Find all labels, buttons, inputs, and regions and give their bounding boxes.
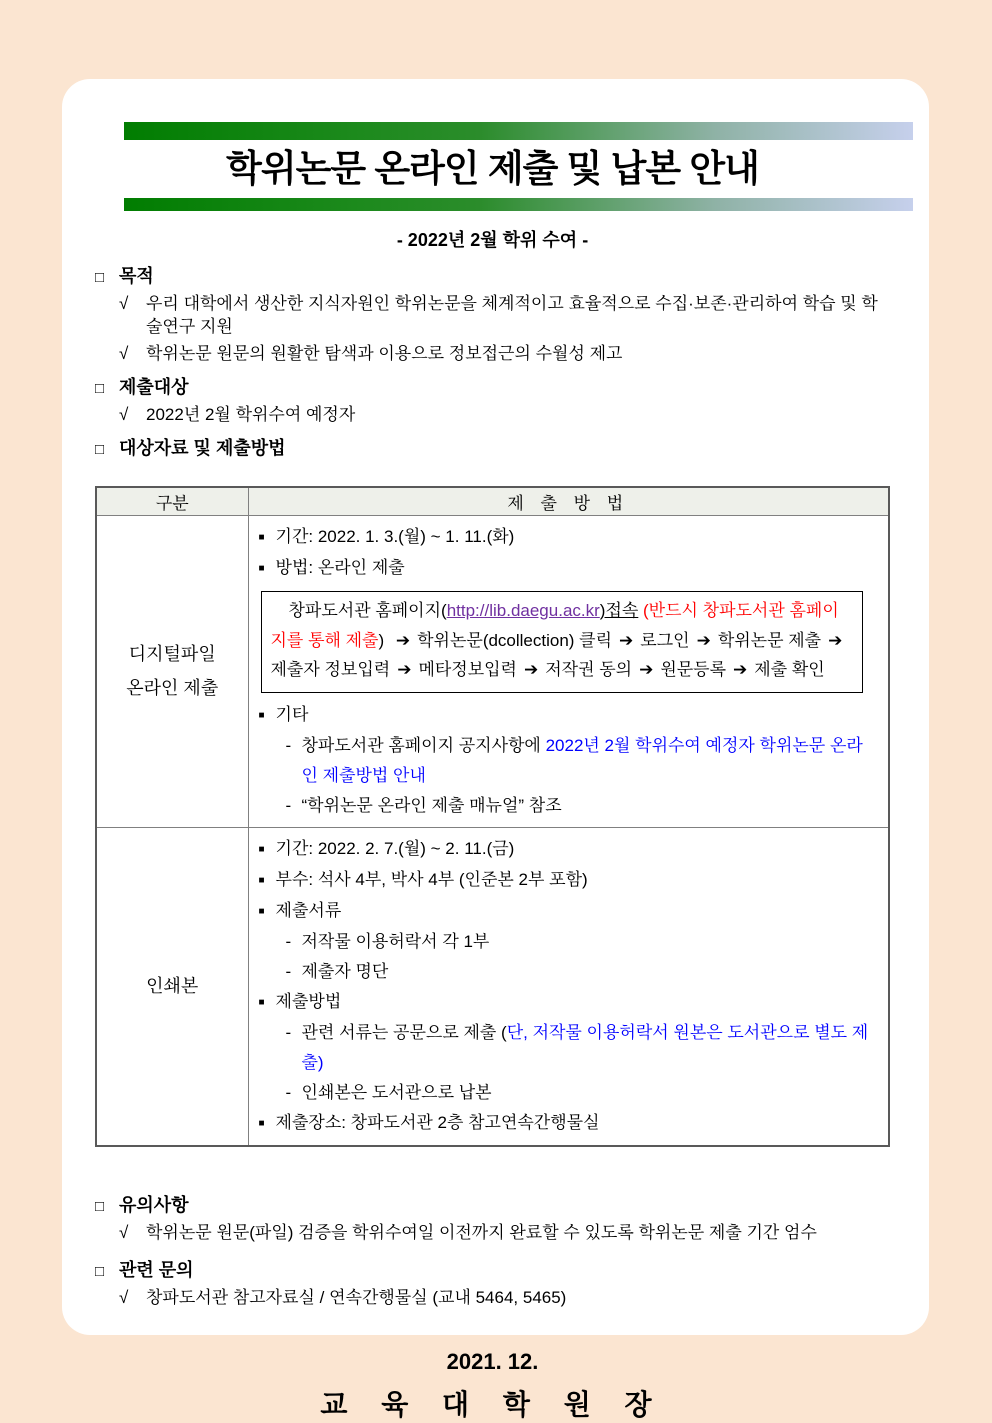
method-cell-digital — [248, 516, 889, 828]
purpose-item-2-text: 학위논문 원문의 원활한 탐색과 이용으로 정보접근의 수월성 제고 — [146, 344, 623, 363]
square-list-icon: ■ — [258, 843, 265, 855]
library-url-link[interactable]: http://lib.daegu.ac.kr — [446, 601, 600, 620]
square-bullet-icon: □ — [95, 269, 105, 286]
footer-signer: 교 육 대 학 원 장 — [320, 1388, 665, 1420]
flow-step-2: 로그인 — [640, 630, 690, 650]
print-place-item — [259, 1108, 877, 1139]
square-list-icon: ■ — [258, 874, 265, 886]
column-header-method: 제 출 방 법 — [248, 487, 889, 516]
print-period-text: 기간: 2022. 2. 7.(월) ~ 2. 11.(금) — [275, 838, 515, 858]
dash-icon: - — [285, 931, 292, 951]
digital-etc-sub-2 — [286, 791, 877, 821]
etc1-black-text: 창파도서관 홈페이지 공지사항에 — [301, 735, 546, 755]
submission-method-table — [95, 486, 890, 1147]
square-bullet-icon: □ — [95, 380, 105, 397]
print-doc-1 — [286, 927, 877, 957]
notice-item-1-text: 학위논문 원문(파일) 검증을 학위수여일 이전까지 완료할 수 있도록 학위논문 제출 기간 엄수 — [146, 1222, 817, 1242]
method-heading-label: 대상자료 및 제출방법 — [119, 438, 286, 458]
print-copies-item — [259, 865, 877, 896]
category-cell-digital — [96, 516, 248, 828]
arrow-icon: ➔ — [733, 660, 748, 679]
purpose-item-1 — [119, 292, 890, 338]
method-cell-print — [248, 827, 889, 1146]
arrow-icon: ➔ — [696, 630, 711, 650]
print-submit-sub-2 — [286, 1078, 877, 1108]
print-doc-1-text: 저작물 이용허락서 각 1부 — [301, 931, 490, 951]
category-digital-line1: 디지털파일 — [128, 644, 216, 665]
flow-url-suffix: )접속 — [599, 601, 639, 620]
flow-prefix: 창파도서관 홈페이지( — [288, 601, 447, 620]
dash-icon: - — [285, 795, 292, 815]
flow-step-4: 제출자 정보입력 — [270, 660, 391, 679]
digital-period-item — [259, 522, 877, 553]
contact-item-1 — [119, 1286, 890, 1309]
flow-step-6: 저작권 동의 — [545, 660, 633, 679]
square-bullet-icon: □ — [95, 1262, 105, 1280]
digital-etc-label: 기타 — [275, 704, 309, 724]
digital-etc-item — [259, 700, 877, 731]
print-submit-sub-1-text — [302, 1018, 877, 1078]
section-heading-contact — [95, 1256, 890, 1282]
notice-heading-label: 유의사항 — [119, 1194, 189, 1215]
square-bullet-icon: □ — [95, 441, 105, 458]
digital-etc-sub-2-text: “학위논문 온라인 제출 매뉴얼” 참조 — [301, 795, 562, 815]
online-submission-flow-box — [261, 591, 864, 693]
arrow-icon: ➔ — [397, 660, 412, 679]
notice-item-1 — [119, 1221, 890, 1244]
flow-step-8: 제출 확인 — [754, 660, 825, 679]
print-copies-text: 부수: 석사 4부, 박사 4부 (인준본 2부 포함) — [275, 869, 588, 889]
digital-etc-sub-1 — [286, 731, 877, 791]
digital-method-item — [259, 553, 877, 584]
dash-icon: - — [285, 735, 292, 755]
section-heading-purpose — [95, 262, 890, 288]
square-list-icon: ■ — [258, 905, 265, 917]
print-submit-sub-1 — [286, 1018, 877, 1078]
purpose-item-1-text: 우리 대학에서 생산한 지식자원인 학위논문을 체계적이고 효율적으로 수집·보존·관리하여 학습 및 학술연구 지원 — [146, 294, 878, 336]
arrow-icon: ➔ — [619, 630, 634, 650]
dash-icon: - — [285, 1082, 292, 1102]
arrow-icon: ➔ — [523, 660, 539, 679]
print-submit-label: 제출방법 — [275, 991, 342, 1011]
contact-heading-label: 관련 문의 — [119, 1259, 194, 1280]
digital-period-text: 기간: 2022. 1. 3.(월) ~ 1. 11.(화) — [275, 527, 515, 546]
check-icon: √ — [119, 405, 129, 424]
print-docs-label: 제출서류 — [275, 900, 342, 920]
arrow-icon: ➔ — [395, 630, 411, 650]
flow-red-note: (반드시 창파도서관 홈페이지를 통해 제출 — [270, 601, 839, 650]
print-period-item — [259, 834, 877, 865]
print-doc-2 — [286, 957, 877, 987]
square-list-icon: ■ — [258, 532, 265, 543]
arrow-icon: ➔ — [639, 660, 654, 679]
check-icon: √ — [119, 1222, 129, 1242]
submit1-blue-text: 단, 저작물 이용허락서 원본은 도서관으로 별도 제출) — [301, 1022, 869, 1072]
digital-method-text: 방법: 온라인 제출 — [275, 558, 405, 577]
dash-icon: - — [285, 961, 292, 981]
target-heading-label: 제출대상 — [119, 377, 189, 397]
square-list-icon: ■ — [258, 563, 265, 574]
title-banner-bottom-bar — [124, 198, 913, 211]
table-row-digital — [96, 516, 889, 828]
category-digital-line2: 온라인 제출 — [126, 678, 219, 699]
check-icon: √ — [119, 344, 129, 363]
section-heading-notice — [95, 1191, 890, 1217]
print-place-text: 제출장소: 창파도서관 2층 참고연속간행물실 — [275, 1112, 600, 1132]
table-header-row — [96, 487, 889, 516]
arrow-icon: ➔ — [828, 630, 843, 650]
flow-step-3: 학위논문 제출 — [717, 630, 822, 650]
square-list-icon: ■ — [258, 1117, 265, 1129]
contact-item-1-text: 창파도서관 참고자료실 / 연속간행물실 (교내 5464, 5465) — [146, 1287, 567, 1307]
document-subtitle: - 2022년 2월 학위 수여 - — [396, 230, 589, 250]
flow-close-paren: ) — [378, 630, 389, 650]
square-bullet-icon: □ — [95, 1197, 105, 1215]
digital-etc-sub-1-text — [302, 731, 877, 791]
title-banner-top-bar — [124, 122, 913, 140]
purpose-item-2 — [119, 342, 890, 365]
flow-step-7: 원문등록 — [660, 660, 727, 679]
print-doc-2-text: 제출자 명단 — [301, 961, 389, 981]
section-heading-target — [95, 373, 890, 399]
dash-icon: - — [285, 1022, 292, 1042]
column-header-category: 구분 — [96, 487, 248, 516]
submit1-black-text: 관련 서류는 공문으로 제출 ( — [301, 1022, 507, 1042]
footer-date: 2021. 12. — [446, 1348, 539, 1374]
target-item-1-text: 2022년 2월 학위수여 예정자 — [146, 405, 356, 424]
category-cell-print — [96, 827, 248, 1146]
print-submit-sub-2-text: 인쇄본은 도서관으로 납본 — [301, 1082, 492, 1102]
print-docs-item — [259, 896, 877, 927]
etc1-blue-text: 2022년 2월 학위수여 예정자 학위논문 온라인 제출방법 안내 — [301, 735, 863, 785]
document-panel — [62, 79, 929, 1420]
print-submit-item — [259, 987, 877, 1018]
check-icon: √ — [119, 294, 129, 313]
table-row-print — [96, 827, 889, 1146]
flow-step-5: 메타정보입력 — [418, 660, 517, 679]
check-icon: √ — [119, 1287, 129, 1307]
target-item-1 — [119, 403, 890, 426]
document-title: 학위논문 온라인 제출 및 납본 안내 — [226, 148, 759, 189]
square-list-icon: ■ — [258, 709, 265, 721]
purpose-heading-label: 목적 — [119, 266, 154, 286]
section-heading-method — [95, 434, 890, 460]
flow-step-1: 학위논문(dcollection) 클릭 — [417, 630, 613, 650]
category-print-label: 인쇄본 — [146, 976, 199, 996]
square-list-icon: ■ — [258, 996, 265, 1008]
